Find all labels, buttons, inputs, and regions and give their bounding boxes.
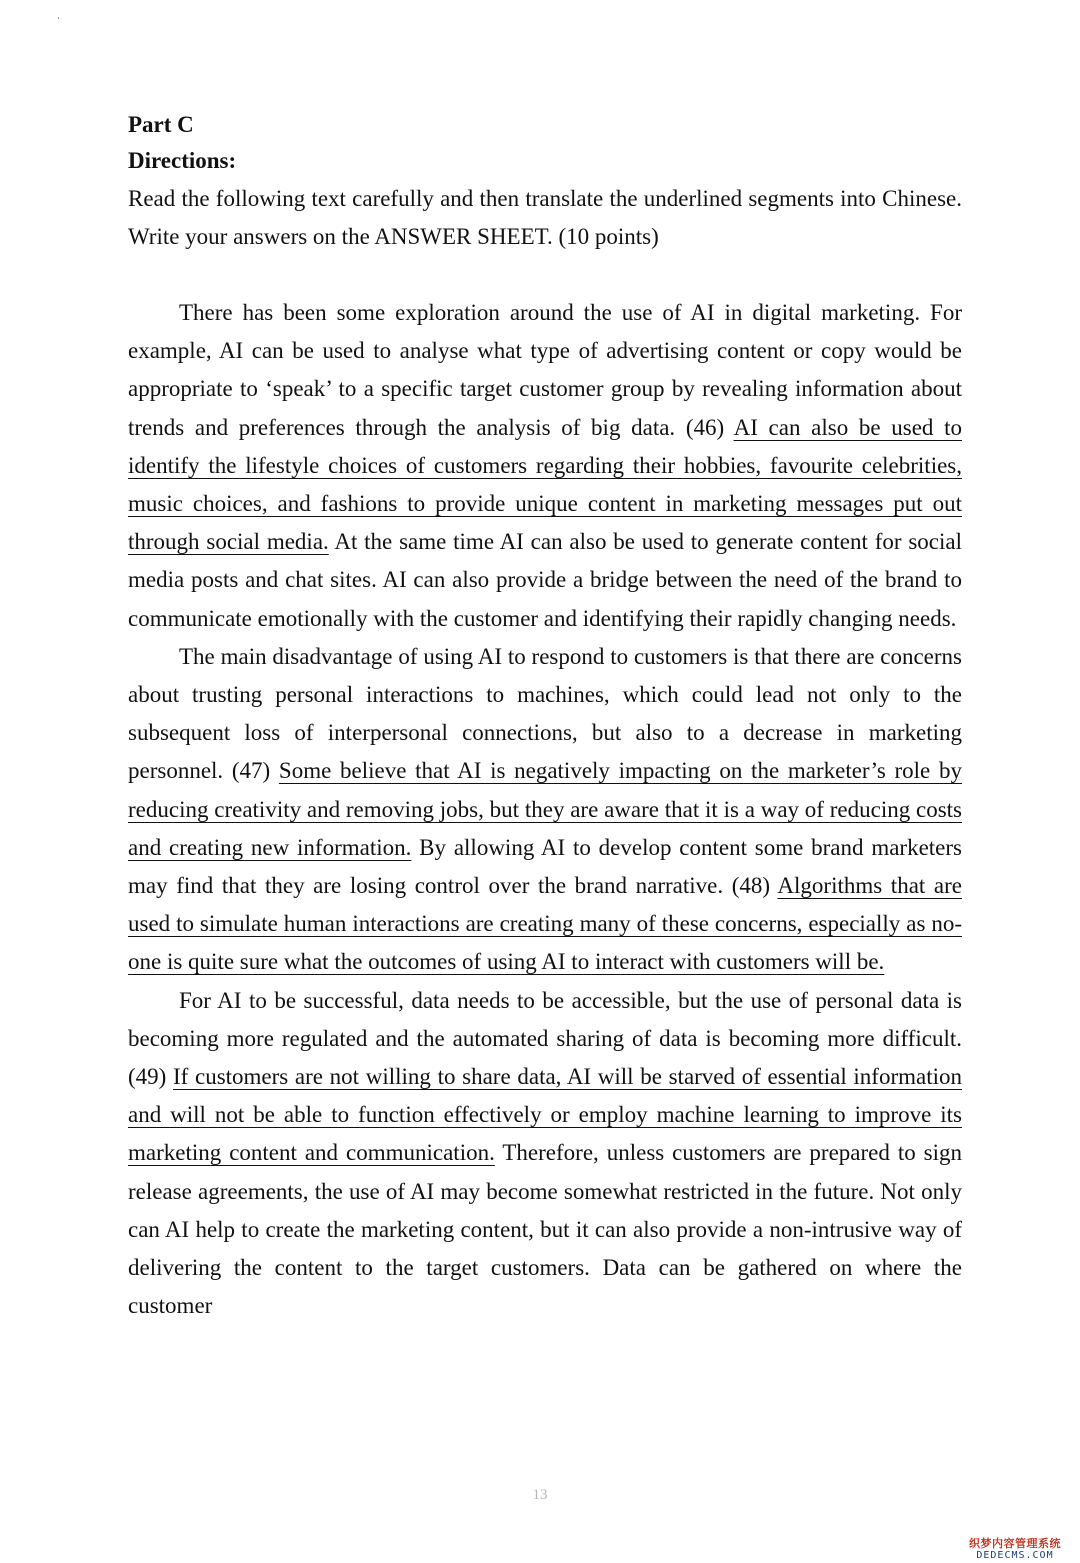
underlined-segment-48: Algorithms that are used to simulate human interactions are creating many of these concerns, especially as no-one is quite sure what the outcomes of using AI to interact with customers will be. [128,873,962,975]
underlined-segment-47: Some believe that AI is negatively impacting on the marketer’s role by reducing creativity and removing jobs, but they are aware that it is a way of reducing costs and creating new information. [128,758,962,860]
watermark-en: DEDECMS.COM [976,1550,1054,1561]
paragraph-1-text: There has been some exploration around the use of AI in digital marketing. For example, AI can be used to analyse what type of advertising content or copy would be appropriate to ‘speak’ to a specific target customer group by revealing information about trends and preferences through the analysis of big data. (46) [128,300,962,440]
directions-text: Read the following text carefully and then translate the underlined segments into Chinese. Write your answers on the ANSWER SHEET. (10 points) [128,186,962,249]
paragraph-2-text: The main disadvantage of using AI to respond to customers is that there are concerns about trusting personal interactions to machines, which could lead not only to the subsequent loss of interpersonal connections, but also to a decrease in marketing personnel. (47) [128,643,962,784]
underlined-segment-49: If customers are not willing to share data, AI will be starved of essential information and will not be able to function effectively or employ machine learning to improve its marketing content and communication. [128,1064,962,1166]
scan-speck [58,17,59,19]
passage [128,294,962,1325]
paragraph-3 [128,982,962,1326]
paragraph-2-text-middle: By allowing AI to develop content some brand marketers may find that they are losing control over the brand narrative. (48) [128,834,962,899]
paragraph-2 [128,638,962,982]
paragraph-1-text-continued: At the same time AI can also be used to generate content for social media posts and chat sites. AI can also provide a bridge between the need of the brand to communicate emotionally with the customer and identifying their rapidly changing needs. [128,529,962,631]
paragraph-3-text-continued: Therefore, unless customers are prepared to sign release agreements, the use of AI may become somewhat restricted in the future. Not only can AI help to create the marketing content, but it can also provide a non-intrusive way of delivering the content to the target customers. Data can be gathered on where the customer [128,1140,963,1319]
page-number: 13 [532,1487,548,1503]
watermark-cn: 织梦内容管理系统 [969,1536,1061,1550]
site-watermark [956,1538,1074,1561]
paragraph-1 [128,294,962,638]
page-content [128,108,962,1325]
underlined-segment-46: AI can also be used to identify the lifestyle choices of customers regarding their hobbies, favourite celebrities, music choices, and fashions to provide unique content in marketing messages put out through social media. [128,414,962,555]
paragraph-3-text: For AI to be successful, data needs to be accessible, but the use of personal data is becoming more regulated and the automated sharing of data is becoming more difficult. (49) [128,987,962,1090]
part-title: Part C [128,112,194,137]
directions-title: Directions: [128,148,237,173]
